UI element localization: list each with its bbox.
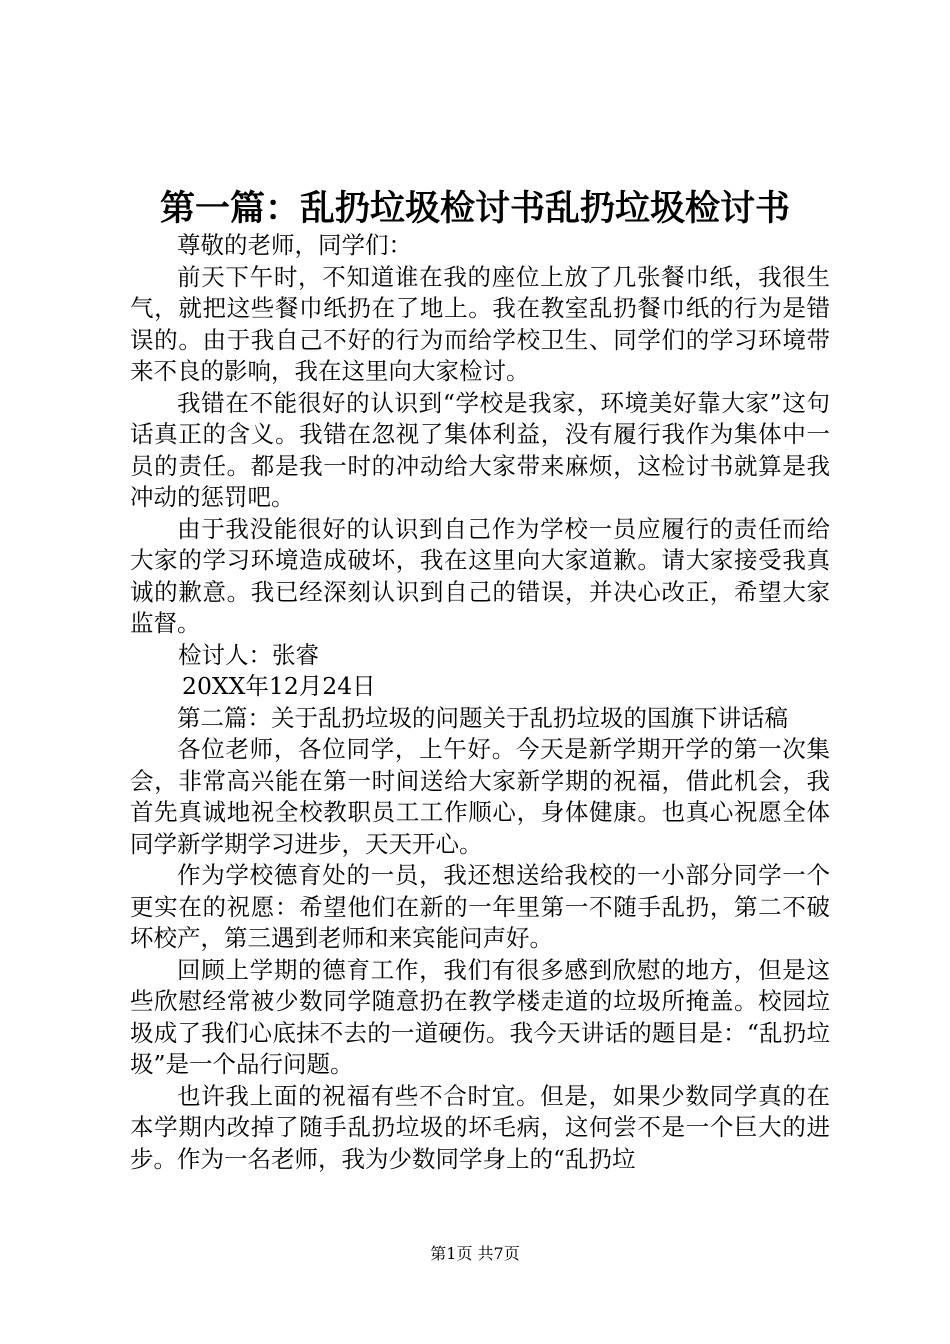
paragraph: 作为学校德育处的一员，我还想送给我校的一小部分同学一个更实在的祝愿：希望他们在新的一年里第一不随手乱扔，第二不破坏校产，第三遇到老师和来宾能问声好。	[130, 861, 830, 952]
document-title: 第一篇：乱扔垃圾检讨书乱扔垃圾检讨书	[159, 188, 790, 229]
signer: 检讨人：张睿	[178, 640, 319, 669]
paragraph: 各位老师，各位同学，上午好。今天是新学期开学的第一次集会，非常高兴能在第一时间送给大家新学期的祝福，借此机会，我首先真诚地祝全校教职员工工作顺心，身体健康。也真心祝愿全体同学新学期学习进步，天天开心。	[130, 735, 830, 858]
page-footer: 第1页 共7页	[430, 1244, 520, 1263]
document-body	[130, 230, 830, 1175]
paragraph: 回顾上学期的德育工作，我们有很多感到欣慰的地方，但是这些欣慰经常被少数同学随意扔在教学楼走道的垃圾所掩盖。校园垃圾成了我们心底抹不去的一道硬伤。我今天讲话的题目是：“乱扔垃圾”是一个品行问题。	[130, 955, 830, 1078]
date: 20XX年12月24日	[182, 672, 376, 700]
paragraph: 也许我上面的祝福有些不合时宜。但是，如果少数同学真的在本学期内改掉了随手乱扔垃圾的坏毛病，这何尝不是一个巨大的进步。作为一名老师，我为少数同学身上的“乱扔垃	[130, 1081, 830, 1173]
paragraph: 我错在不能很好的认识到“学校是我家，环境美好靠大家”这句话真正的含义。我错在忽视了集体利益，没有履行我作为集体中一员的责任。都是我一时的冲动给大家带来麻烦，这检讨书就算是我冲动的惩罚吧。	[130, 388, 830, 511]
greeting: 尊敬的老师，同学们：	[177, 231, 412, 259]
paragraph: 由于我没能很好的认识到自己作为学校一员应履行的责任而给大家的学习环境造成破坏，我在这里向大家道歉。请大家接受我真诚的歉意。我已经深刻认识到自己的错误，并决心改正，希望大家监督。	[130, 514, 830, 637]
paragraph: 前天下午时，不知道谁在我的座位上放了几张餐巾纸，我很生气，就把这些餐巾纸扔在了地上。我在教室乱扔餐巾纸的行为是错误的。由于我自己不好的行为而给学校卫生、同学们的学习环境带来不良的影响，我在这里向大家检讨。	[130, 262, 830, 385]
second-section-title: 第二篇：关于乱扔垃圾的问题关于乱扔垃圾的国旗下讲话稿	[177, 703, 788, 732]
